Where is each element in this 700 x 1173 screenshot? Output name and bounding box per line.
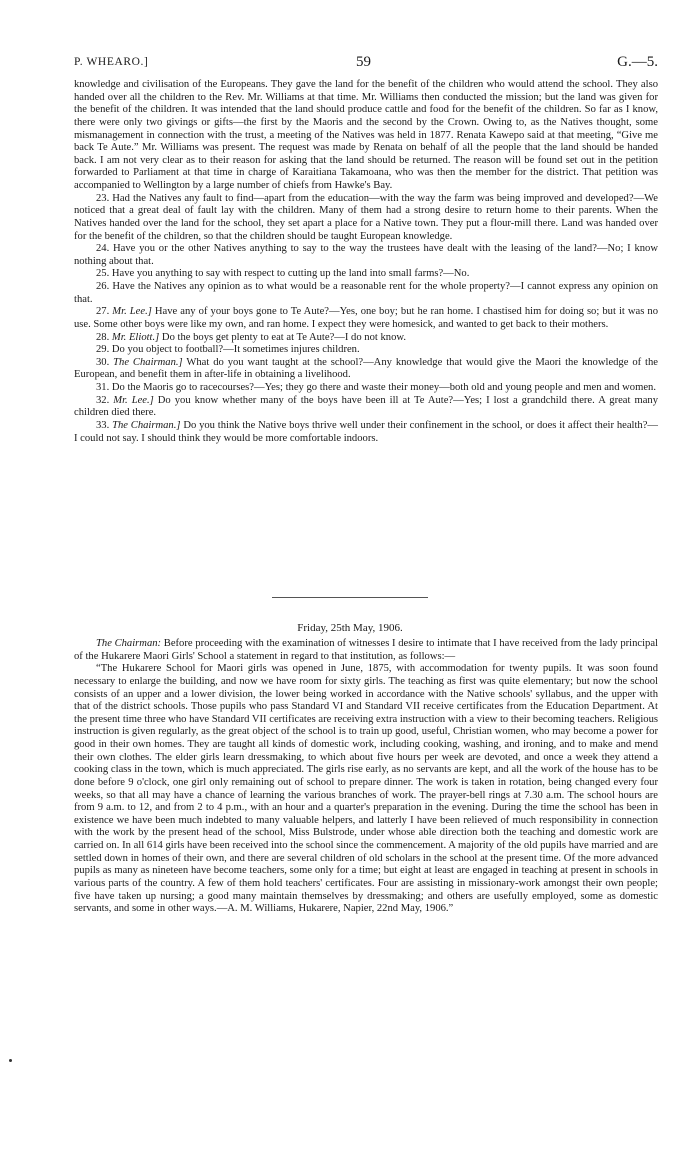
question-26: 26. Have the Natives any opinion as to what would be a reasonable rent for the whole property?—I cannot express any opinion on that. <box>74 281 658 305</box>
section-divider <box>272 597 428 598</box>
evidence-section <box>74 79 658 445</box>
question-28: 28. Mr. Eliott.] Do the boys get plenty to eat at Te Aute?—I do not know. <box>96 331 406 343</box>
paragraph-continuation: knowledge and civilisation of the Europeans. They gave the land for the benefit of the children who would attend the school. They also handed over all the children to the Rev. Mr. Williams at that time. Mr. Williams then conducted the mission; but the land was given for the benefit of the children. It was intended that the land should produce cattle and food for the benefit of the children. So far as I know, there were only two givings or gifts—the first by the Maoris and the second by the Crown. Owing to, as the Natives thought, some mismanagement in connection with the trust, a meeting of the Natives was held in 1877. Renata Kawepo said at that meeting, “Give me back Te Aute.” Mr. Williams was present. The request was made by Renata on behalf of all the people that the land should be handed back. I am not very clear as to their reason for asking that the land should be returned. The reason will be found set out in the petition forwarded to Parliament at that time in charge of Karaitiana Takamoana, who was then the member for the district. That petition was accompanied to Wellington by a large number of chiefs from Hawke's Bay. <box>74 79 658 191</box>
question-24: 24. Have you or the other Natives anything to say to the way the trustees have dealt with the leasing of the land?—No; I know nothing about that. <box>74 243 658 267</box>
question-30: 30. The Chairman.] What do you want taught at the school?—Any knowledge that would give the Maori the knowledge of the European, and benefit them in after-life in obtaining a livelihood. <box>74 356 658 381</box>
scan-speck <box>9 1059 12 1062</box>
question-27: 27. Mr. Lee.] Have any of your boys gone to Te Aute?—Yes, one boy; but he ran home. I chastised him for doing so; but it was no use. Some other boys were like my own, and ran home. I expect they were homesick, and wanted to get back to their mothers. <box>74 306 658 330</box>
question-33: 33. The Chairman.] Do you think the Native boys thrive well under their confinement in the school, or does it affect their health?—I could not say. I should think they would be more comfortable indoors. <box>74 419 659 444</box>
question-23: 23. Had the Natives any fault to find—apart from the education—with the way the farm was being improved and developed?—We noticed that a great deal of fault lay with the children. Many of them had a strong desire to return home to their parents. When the Natives handed over the land for the school, they set apart a place for a Native town. They put a flour-mill there. Land was handed over for the benefit of the children, so that the children should be taught European knowledge. <box>74 192 658 242</box>
question-31: 31. Do the Maoris go to racecourses?—Yes; they go there and waste their money—both old and young people and men and women. <box>96 382 656 393</box>
date-heading: Friday, 25th May, 1906. <box>297 622 403 634</box>
question-25: 25. Have you anything to say with respect to cutting up the land into small farms?—No. <box>96 268 470 280</box>
hukarere-statement: “The Hukarere School for Maori girls was opened in June, 1875, with accommodation for twenty pupils. It was soon found necessary to enlarge the building, and now we have room for sixty girls. The teaching as first was quite elementary; but now the school consists of an upper and a lower division, the lower being worked in accordance with the Native schools' syllabus, and the upper with that of the district schools. Those pupils who pass Standard VI and Standard VII receive certificates from the Education Department. At the present time three who have Standard VII certificates are receiving extra instruction with a view to their becoming teachers. Religious instruction is given regularly, as the great object of the school is to train up good, useful, Christian women, who may become a power for good in their own homes. They are taught all kinds of domestic work, including cooking, washing, and ironing, and to make and mend their own clothes. The elder girls learn dressmaking, to which about five hours per week are devoted, and once a week they attend a cooking class in the town, which is much appreciated. The girls rise early, as no servants are kept, and all the work of the house has to be done before 9 o'clock, one girl only remaining out of school to prepare dinner. The work is taken in rotation, being changed every four weeks, so that all may have a chance of learning the various branches of work. The prayer-bell rings at 7.30 a.m. The school hours are from 9 a.m. to 12, and from 2 to 4 p.m., with an hour and a quarter's preparation in the evening. During the time the school has been in existence we have been much indebted to many valuable helpers, and latterly I have been relieved of much responsibility in connection with the work by the present head of the school, Miss Bulstrode, under whose able direction both the teaching and domestic work are carried on. In all 614 girls have been received into the school since the commencement. A majority of the old pupils have married and are settled down in homes of their own, and there are several children of old scholars in the school at the present time. Of the more advanced pupils as many as nineteen have become teachers, some only for a time; but eight at least are engaged in teaching at present in schools in various parts of the country. A few of them hold teachers' certificates. Four are assisting in missionary-work amongst their own people; five have taken up nursing; a good many maintain themselves by dressmaking; and others are usefully employed, some as domestic servants, and some in other ways.—A. M. Williams, Hukarere, Napier, 22nd May, 1906.” <box>74 663 658 915</box>
question-29: 29. Do you object to football?—It sometimes injures children. <box>96 344 360 356</box>
page-header <box>74 54 658 74</box>
paper-series: G.—5. <box>617 54 658 70</box>
chairman-intro: The Chairman: Before proceeding with the examination of witnesses I desire to intimate that I have received from the lady principal of the Hukarere Maori Girls' School a statement in regard to that institution, as follows:— <box>74 638 658 662</box>
page-number: 59 <box>356 54 371 70</box>
question-32: 32. Mr. Lee.] Do you know whether many of the boys have been ill at Te Aute?—Yes; I lost a grandchild there. A great many children died there. <box>74 394 659 419</box>
witness-name: P. WHEARO.] <box>74 56 149 68</box>
statement-section <box>74 638 658 916</box>
